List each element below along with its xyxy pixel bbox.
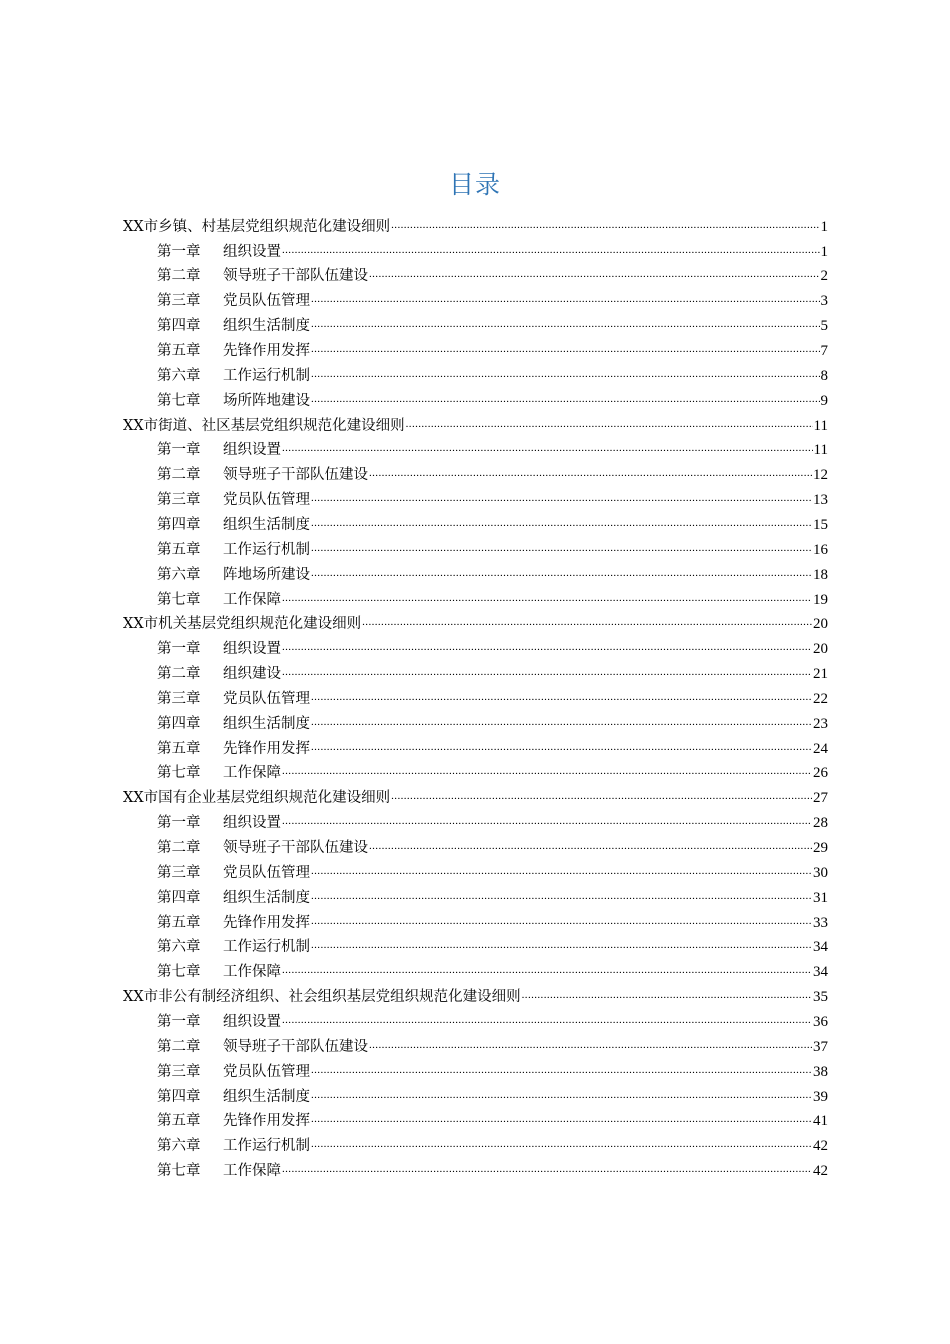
toc-dot-leader bbox=[369, 1037, 812, 1057]
toc-dot-leader bbox=[311, 391, 820, 411]
toc-chapter-name: 工作运行机制 bbox=[223, 541, 310, 558]
toc-dot-leader bbox=[311, 1087, 812, 1107]
toc-page-number: 9 bbox=[820, 392, 828, 409]
toc-chapter-entry[interactable] bbox=[157, 933, 828, 958]
toc-chapter-number: 第七章 bbox=[157, 765, 201, 782]
toc-chapter-name: 组织设置 bbox=[223, 1013, 281, 1030]
toc-chapter-entry[interactable] bbox=[157, 1131, 828, 1156]
toc-dot-leader bbox=[282, 1161, 812, 1181]
toc-dot-leader bbox=[311, 937, 812, 957]
toc-chapter-number: 第五章 bbox=[157, 541, 201, 558]
toc-chapter-label bbox=[157, 1087, 310, 1107]
toc-dot-leader bbox=[369, 465, 812, 485]
toc-chapter-name: 工作保障 bbox=[223, 591, 281, 608]
toc-chapter-entry[interactable] bbox=[157, 237, 828, 262]
toc-chapter-entry[interactable] bbox=[157, 709, 828, 734]
toc-chapter-label bbox=[157, 590, 281, 610]
toc-chapter-name: 工作运行机制 bbox=[223, 1138, 310, 1155]
toc-chapter-name: 先锋作用发挥 bbox=[223, 1113, 310, 1130]
toc-chapter-label bbox=[157, 813, 281, 833]
toc-chapter-entry[interactable] bbox=[157, 287, 828, 312]
toc-chapter-entry[interactable] bbox=[157, 485, 828, 510]
toc-chapter-name: 场所阵地建设 bbox=[223, 392, 310, 409]
toc-chapter-number: 第四章 bbox=[157, 516, 201, 533]
toc-chapter-number: 第七章 bbox=[157, 591, 201, 608]
toc-chapter-label bbox=[157, 689, 310, 709]
toc-chapter-label bbox=[157, 1012, 281, 1032]
toc-dot-leader bbox=[282, 664, 812, 684]
toc-chapter-label bbox=[157, 664, 281, 684]
toc-page-number: 15 bbox=[813, 516, 828, 533]
toc-chapter-label bbox=[157, 913, 310, 933]
toc-chapter-entry[interactable] bbox=[157, 1057, 828, 1082]
toc-page-number: 21 bbox=[813, 666, 828, 683]
toc-dot-leader bbox=[362, 614, 812, 634]
toc-dot-leader bbox=[406, 416, 813, 436]
toc-page-number: 3 bbox=[820, 293, 828, 310]
toc-dot-leader bbox=[282, 242, 820, 262]
toc-chapter-name: 领导班子干部队伍建设 bbox=[223, 467, 368, 484]
toc-chapter-entry[interactable] bbox=[157, 311, 828, 336]
toc-dot-leader bbox=[282, 1012, 812, 1032]
toc-chapter-name: 工作保障 bbox=[223, 1163, 281, 1180]
toc-chapter-label bbox=[157, 316, 310, 336]
toc-chapter-name: 组织生活制度 bbox=[223, 318, 310, 335]
toc-chapter-label bbox=[157, 838, 368, 858]
toc-chapter-number: 第五章 bbox=[157, 914, 201, 931]
toc-page-number: 8 bbox=[820, 367, 828, 384]
toc-chapter-number: 第五章 bbox=[157, 1113, 201, 1130]
toc-chapter-label bbox=[157, 440, 281, 460]
toc-dot-leader bbox=[282, 813, 812, 833]
toc-chapter-label bbox=[157, 242, 281, 262]
toc-chapter-entry[interactable] bbox=[157, 560, 828, 585]
toc-page-number: 35 bbox=[813, 989, 828, 1006]
toc-chapter-entry[interactable] bbox=[157, 436, 828, 461]
toc-chapter-number: 第六章 bbox=[157, 367, 201, 384]
toc-chapter-number: 第三章 bbox=[157, 492, 201, 509]
toc-section-entry[interactable] bbox=[123, 411, 828, 436]
toc-dot-leader bbox=[391, 217, 819, 237]
toc-chapter-name: 领导班子干部队伍建设 bbox=[223, 268, 368, 285]
toc-chapter-label bbox=[157, 391, 310, 411]
toc-chapter-name: 先锋作用发挥 bbox=[223, 740, 310, 757]
toc-chapter-entry[interactable] bbox=[157, 958, 828, 983]
toc-chapter-number: 第二章 bbox=[157, 467, 201, 484]
toc-page-number: 16 bbox=[813, 541, 828, 558]
toc-page-number: 34 bbox=[813, 964, 828, 981]
toc-chapter-entry[interactable] bbox=[157, 361, 828, 386]
toc-dot-leader bbox=[311, 1136, 812, 1156]
toc-chapter-label bbox=[157, 739, 310, 759]
toc-dot-leader bbox=[311, 341, 820, 361]
toc-page-number: 36 bbox=[813, 1013, 828, 1030]
toc-page-number: 18 bbox=[813, 566, 828, 583]
toc-chapter-entry[interactable] bbox=[157, 734, 828, 759]
toc-page-number: 23 bbox=[813, 715, 828, 732]
toc-dot-leader bbox=[369, 266, 820, 286]
toc-page-number: 1 bbox=[820, 218, 828, 235]
toc-chapter-name: 工作保障 bbox=[223, 765, 281, 782]
toc-dot-leader bbox=[311, 888, 812, 908]
toc-chapter-entry[interactable] bbox=[157, 684, 828, 709]
toc-page-number: 39 bbox=[813, 1088, 828, 1105]
toc-chapter-name: 先锋作用发挥 bbox=[223, 343, 310, 360]
toc-section-title: XX市街道、社区基层党组织规范化建设细则 bbox=[123, 417, 405, 434]
toc-chapter-name: 领导班子干部队伍建设 bbox=[223, 840, 368, 857]
toc-page-number: 42 bbox=[813, 1138, 828, 1155]
toc-section-entry[interactable] bbox=[123, 610, 828, 635]
toc-chapter-number: 第二章 bbox=[157, 1038, 201, 1055]
toc-chapter-label bbox=[157, 266, 368, 286]
toc-chapter-number: 第四章 bbox=[157, 889, 201, 906]
toc-section-title: XX市国有企业基层党组织规范化建设细则 bbox=[123, 790, 391, 807]
toc-chapter-number: 第二章 bbox=[157, 840, 201, 857]
toc-chapter-name: 阵地场所建设 bbox=[223, 566, 310, 583]
toc-chapter-entry[interactable] bbox=[157, 386, 828, 411]
toc-chapter-number: 第四章 bbox=[157, 715, 201, 732]
toc-dot-leader bbox=[311, 689, 812, 709]
toc-chapter-entry[interactable] bbox=[157, 1007, 828, 1032]
toc-chapter-name: 党员队伍管理 bbox=[223, 1063, 310, 1080]
toc-chapter-entry[interactable] bbox=[157, 659, 828, 684]
toc-chapter-number: 第四章 bbox=[157, 1088, 201, 1105]
toc-chapter-label bbox=[157, 341, 310, 361]
toc-chapter-entry[interactable] bbox=[157, 1107, 828, 1132]
toc-chapter-number: 第四章 bbox=[157, 318, 201, 335]
toc-dot-leader bbox=[391, 788, 812, 808]
toc-page-number: 38 bbox=[813, 1063, 828, 1080]
toc-chapter-label bbox=[157, 1037, 368, 1057]
toc-page-number: 26 bbox=[813, 765, 828, 782]
toc-chapter-number: 第三章 bbox=[157, 1063, 201, 1080]
toc-chapter-label bbox=[157, 888, 310, 908]
toc-chapter-number: 第一章 bbox=[157, 815, 201, 832]
toc-dot-leader bbox=[311, 1111, 812, 1131]
toc-page-number: 28 bbox=[813, 815, 828, 832]
toc-page-number: 11 bbox=[813, 442, 828, 459]
toc-page-number: 12 bbox=[813, 467, 828, 484]
toc-chapter-name: 先锋作用发挥 bbox=[223, 914, 310, 931]
toc-dot-leader bbox=[311, 1062, 812, 1082]
toc-dot-leader bbox=[311, 863, 812, 883]
toc-chapter-number: 第三章 bbox=[157, 864, 201, 881]
toc-chapter-name: 党员队伍管理 bbox=[223, 492, 310, 509]
toc-page-number: 41 bbox=[813, 1113, 828, 1130]
toc-page-number: 37 bbox=[813, 1038, 828, 1055]
toc-page-number: 24 bbox=[813, 740, 828, 757]
toc-page-number: 33 bbox=[813, 914, 828, 931]
toc-chapter-number: 第三章 bbox=[157, 690, 201, 707]
toc-chapter-entry[interactable] bbox=[157, 634, 828, 659]
toc-page-number: 1 bbox=[820, 243, 828, 260]
toc-chapter-name: 工作保障 bbox=[223, 964, 281, 981]
toc-section-entry[interactable] bbox=[123, 212, 828, 237]
toc-chapter-entry[interactable] bbox=[157, 461, 828, 486]
toc-chapter-number: 第一章 bbox=[157, 442, 201, 459]
toc-section-title: XX市机关基层党组织规范化建设细则 bbox=[123, 616, 362, 633]
toc-page-number: 29 bbox=[813, 840, 828, 857]
toc-dot-leader bbox=[369, 838, 812, 858]
toc-page-number: 7 bbox=[820, 343, 828, 360]
toc-page-number: 11 bbox=[813, 417, 828, 434]
toc-page-number: 30 bbox=[813, 864, 828, 881]
toc-page-number: 2 bbox=[820, 268, 828, 285]
toc-chapter-name: 党员队伍管理 bbox=[223, 864, 310, 881]
toc-chapter-number: 第五章 bbox=[157, 343, 201, 360]
toc-chapter-label bbox=[157, 465, 368, 485]
toc-chapter-label bbox=[157, 962, 281, 982]
toc-dot-leader bbox=[311, 739, 812, 759]
toc-dot-leader bbox=[311, 366, 820, 386]
toc-chapter-number: 第三章 bbox=[157, 293, 201, 310]
toc-dot-leader bbox=[311, 316, 820, 336]
toc-chapter-name: 党员队伍管理 bbox=[223, 690, 310, 707]
toc-chapter-name: 组织设置 bbox=[223, 442, 281, 459]
toc-chapter-label bbox=[157, 937, 310, 957]
toc-chapter-label bbox=[157, 763, 281, 783]
toc-chapter-label bbox=[157, 490, 310, 510]
toc-dot-leader bbox=[311, 515, 812, 535]
toc-chapter-number: 第一章 bbox=[157, 1013, 201, 1030]
toc-chapter-label bbox=[157, 565, 310, 585]
toc-chapter-number: 第七章 bbox=[157, 964, 201, 981]
toc-dot-leader bbox=[311, 540, 812, 560]
toc-chapter-number: 第五章 bbox=[157, 740, 201, 757]
toc-chapter-entry[interactable] bbox=[157, 336, 828, 361]
toc-page-number: 19 bbox=[813, 591, 828, 608]
toc-chapter-entry[interactable] bbox=[157, 808, 828, 833]
toc-dot-leader bbox=[311, 913, 812, 933]
toc-dot-leader bbox=[311, 490, 812, 510]
toc-dot-leader bbox=[282, 440, 813, 460]
toc-chapter-number: 第二章 bbox=[157, 268, 201, 285]
toc-chapter-entry[interactable] bbox=[157, 1156, 828, 1181]
toc-chapter-entry[interactable] bbox=[157, 833, 828, 858]
toc-page-number: 31 bbox=[813, 889, 828, 906]
toc-chapter-label bbox=[157, 863, 310, 883]
toc-chapter-entry[interactable] bbox=[157, 858, 828, 883]
toc-chapter-number: 第六章 bbox=[157, 1138, 201, 1155]
toc-section-title: XX市乡镇、村基层党组织规范化建设细则 bbox=[123, 218, 391, 235]
toc-chapter-name: 组织生活制度 bbox=[223, 715, 310, 732]
toc-chapter-label bbox=[157, 1161, 281, 1181]
toc-page-number: 22 bbox=[813, 690, 828, 707]
toc-page-number: 13 bbox=[813, 492, 828, 509]
toc-chapter-name: 组织生活制度 bbox=[223, 1088, 310, 1105]
toc-chapter-number: 第七章 bbox=[157, 1163, 201, 1180]
toc-chapter-number: 第一章 bbox=[157, 243, 201, 260]
toc-chapter-label bbox=[157, 515, 310, 535]
toc-chapter-name: 组织设置 bbox=[223, 641, 281, 658]
toc-chapter-entry[interactable] bbox=[157, 535, 828, 560]
toc-chapter-entry[interactable] bbox=[157, 585, 828, 610]
toc-chapter-entry[interactable] bbox=[157, 908, 828, 933]
toc-chapter-name: 工作运行机制 bbox=[223, 367, 310, 384]
toc-chapter-label bbox=[157, 291, 310, 311]
toc-dot-leader bbox=[282, 639, 812, 659]
toc-dot-leader bbox=[282, 763, 812, 783]
toc-dot-leader bbox=[282, 962, 812, 982]
toc-chapter-number: 第六章 bbox=[157, 566, 201, 583]
toc-chapter-name: 组织生活制度 bbox=[223, 516, 310, 533]
toc-chapter-name: 组织设置 bbox=[223, 243, 281, 260]
toc-page-number: 20 bbox=[813, 616, 828, 633]
toc-chapter-label bbox=[157, 714, 310, 734]
toc-dot-leader bbox=[311, 565, 812, 585]
toc-section-entry[interactable] bbox=[123, 982, 828, 1007]
toc-chapter-name: 组织生活制度 bbox=[223, 889, 310, 906]
toc-chapter-entry[interactable] bbox=[157, 883, 828, 908]
toc-chapter-name: 党员队伍管理 bbox=[223, 293, 310, 310]
toc-section-title: XX市非公有制经济组织、社会组织基层党组织规范化建设细则 bbox=[123, 989, 521, 1006]
toc-chapter-name: 领导班子干部队伍建设 bbox=[223, 1038, 368, 1055]
toc-section-entry[interactable] bbox=[123, 784, 828, 809]
toc-chapter-number: 第二章 bbox=[157, 666, 201, 683]
toc-chapter-label bbox=[157, 1062, 310, 1082]
toc-page-number: 5 bbox=[820, 318, 828, 335]
toc-dot-leader bbox=[282, 590, 812, 610]
toc-chapter-label bbox=[157, 540, 310, 560]
toc-chapter-number: 第一章 bbox=[157, 641, 201, 658]
toc-chapter-name: 工作运行机制 bbox=[223, 939, 310, 956]
toc-page-number: 42 bbox=[813, 1163, 828, 1180]
toc-chapter-number: 第六章 bbox=[157, 939, 201, 956]
toc-chapter-name: 组织设置 bbox=[223, 815, 281, 832]
toc-chapter-entry[interactable] bbox=[157, 1032, 828, 1057]
toc-chapter-label bbox=[157, 1111, 310, 1131]
toc-chapter-name: 组织建设 bbox=[223, 666, 281, 683]
toc-chapter-number: 第七章 bbox=[157, 392, 201, 409]
toc-chapter-entry[interactable] bbox=[157, 510, 828, 535]
toc-chapter-label bbox=[157, 366, 310, 386]
toc-chapter-entry[interactable] bbox=[157, 759, 828, 784]
toc-title: 目录 bbox=[448, 170, 501, 199]
toc-dot-leader bbox=[522, 987, 812, 1007]
toc-dot-leader bbox=[311, 291, 820, 311]
toc-chapter-entry[interactable] bbox=[157, 262, 828, 287]
toc-page-number: 20 bbox=[813, 641, 828, 658]
toc-chapter-label bbox=[157, 1136, 310, 1156]
toc-chapter-entry[interactable] bbox=[157, 1082, 828, 1107]
toc-page-number: 34 bbox=[813, 939, 828, 956]
toc-dot-leader bbox=[311, 714, 812, 734]
toc-chapter-label bbox=[157, 639, 281, 659]
toc-page-number: 27 bbox=[813, 790, 828, 807]
